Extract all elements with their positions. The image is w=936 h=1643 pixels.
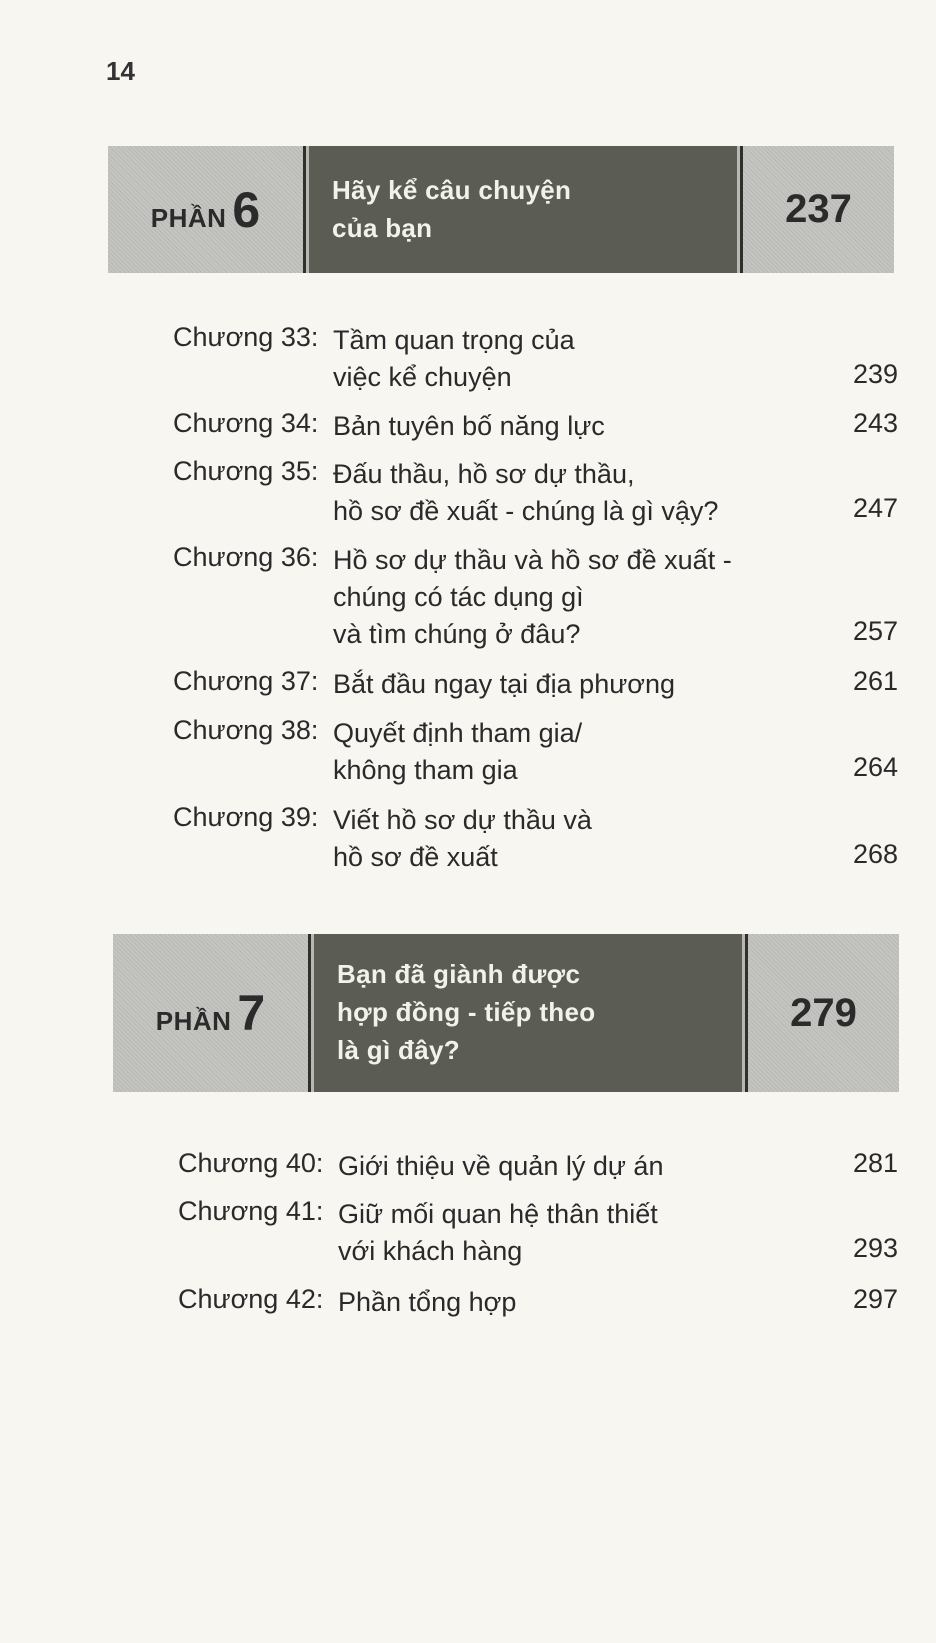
chapter-label: Chương 39: bbox=[173, 802, 319, 832]
chapter-page: 293 bbox=[852, 1233, 898, 1263]
part-page-box bbox=[748, 934, 899, 1092]
part-number: 7 bbox=[237, 985, 266, 1041]
part-title-box bbox=[303, 146, 743, 273]
chapter-title: Bản tuyên bố năng lực bbox=[333, 411, 605, 441]
page-number: 14 bbox=[106, 56, 135, 86]
chapter-title: Tầm quan trọng của việc kể chuyện bbox=[333, 325, 575, 392]
chapter-label: Chương 41: bbox=[178, 1196, 324, 1226]
part-label-box bbox=[108, 146, 303, 273]
chapter-page: 264 bbox=[852, 752, 898, 782]
chapter-label: Chương 37: bbox=[173, 666, 319, 696]
chapter-title: Hồ sơ dự thầu và hồ sơ đề xuất - chúng có tác dụng gì và tìm chúng ở đâu? bbox=[333, 545, 732, 649]
chapter-label: Chương 36: bbox=[173, 542, 319, 572]
chapter-label: Chương 33: bbox=[173, 322, 319, 352]
chapter-page: 261 bbox=[852, 666, 898, 696]
chapter-page: 281 bbox=[852, 1148, 898, 1178]
part-title: Hãy kể câu chuyện của bạn bbox=[332, 174, 572, 243]
part-title-box bbox=[308, 934, 748, 1092]
part-page: 237 bbox=[785, 187, 852, 231]
chapter-label: Chương 38: bbox=[173, 715, 319, 745]
chapter-page: 243 bbox=[852, 408, 898, 438]
part-page-box bbox=[743, 146, 894, 273]
chapter-page: 247 bbox=[852, 493, 898, 523]
part-page: 279 bbox=[790, 990, 857, 1035]
part-7-header bbox=[113, 934, 899, 1092]
chapter-title: Quyết định tham gia/ không tham gia bbox=[333, 718, 583, 785]
part-6-header bbox=[108, 146, 894, 273]
chapter-title: Phần tổng hợp bbox=[338, 1287, 517, 1317]
chapter-page: 297 bbox=[852, 1284, 898, 1314]
chapter-page: 239 bbox=[852, 359, 898, 389]
part-word: PHẦN bbox=[150, 202, 227, 233]
chapter-label: Chương 35: bbox=[173, 456, 319, 486]
chapter-title: Giới thiệu về quản lý dự án bbox=[338, 1151, 664, 1181]
chapter-page: 257 bbox=[852, 616, 898, 646]
part-title: Bạn đã giành được hợp đồng - tiếp theo là gì đây? bbox=[337, 959, 596, 1065]
chapter-title: Bắt đầu ngay tại địa phương bbox=[333, 669, 676, 699]
chapter-label: Chương 42: bbox=[178, 1284, 324, 1314]
chapter-title: Giữ mối quan hệ thân thiết với khách hàng bbox=[338, 1199, 658, 1266]
part-word: PHẦN bbox=[155, 1006, 232, 1036]
chapter-title: Viết hồ sơ dự thầu và hồ sơ đề xuất bbox=[333, 805, 592, 872]
part-label-box bbox=[113, 934, 308, 1092]
chapter-label: Chương 34: bbox=[173, 408, 319, 438]
part-number: 6 bbox=[232, 181, 261, 238]
chapter-label: Chương 40: bbox=[178, 1148, 324, 1178]
chapter-title: Đấu thầu, hồ sơ dự thầu, hồ sơ đề xuất - chúng là gì vậy? bbox=[333, 459, 719, 526]
chapter-page: 268 bbox=[852, 839, 898, 869]
